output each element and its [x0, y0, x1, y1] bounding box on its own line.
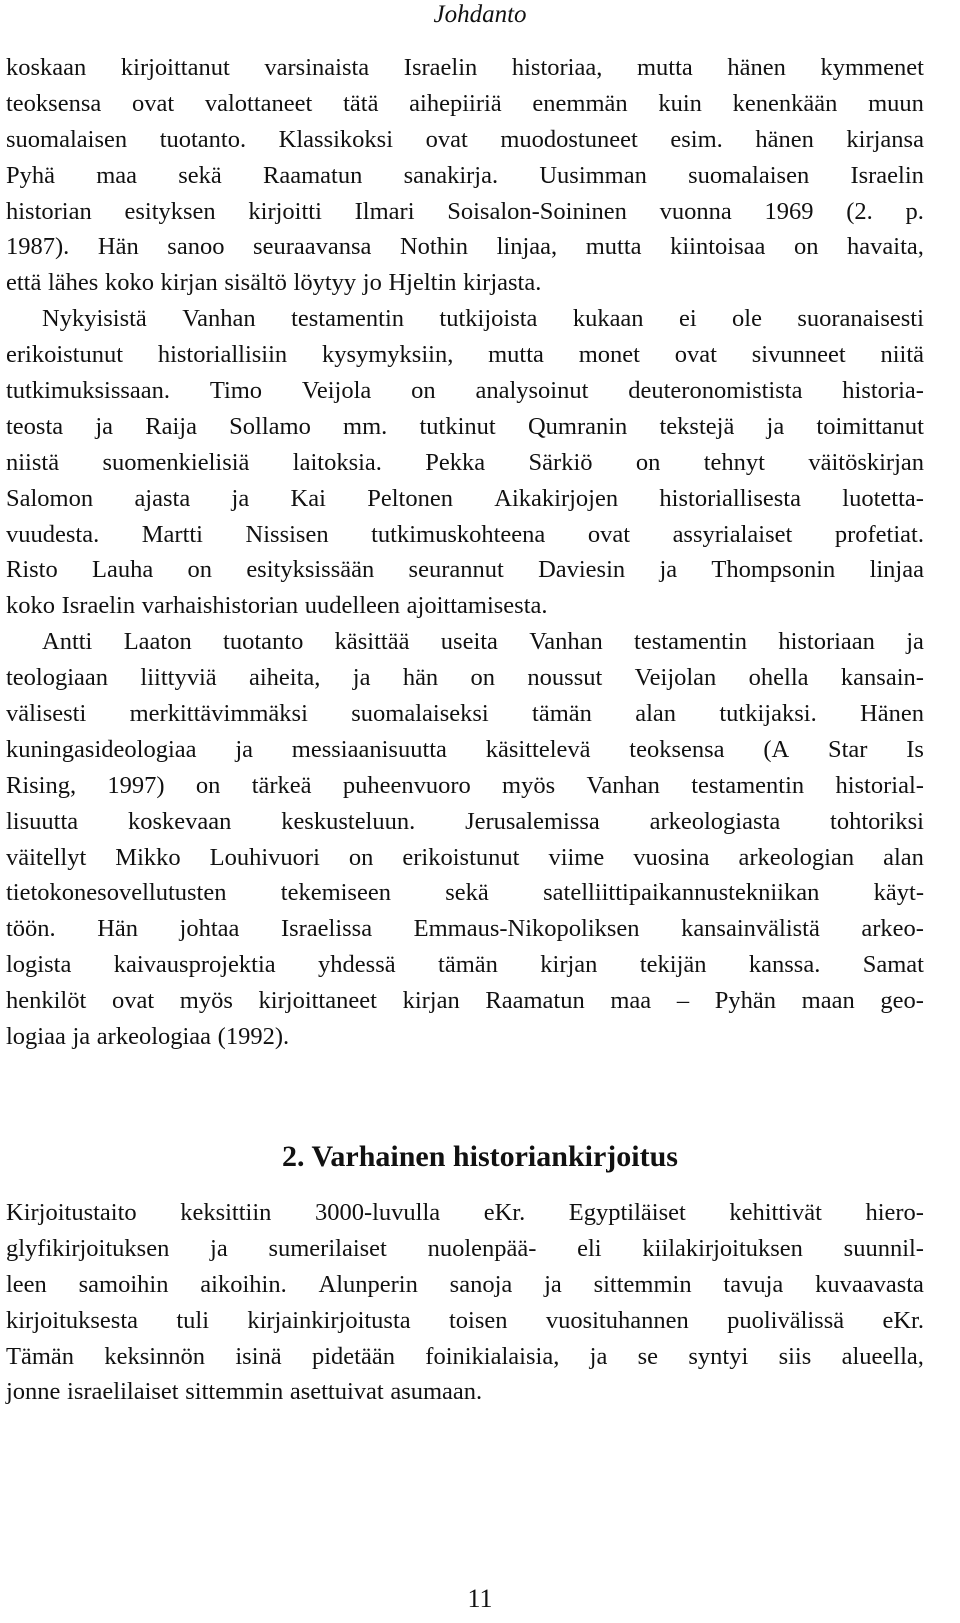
section-heading: 2. Varhainen historiankirjoitus	[282, 1139, 678, 1173]
text-line: koko Israelin varhaishistorian uudelleen ajoittamisesta.	[6, 592, 548, 620]
paragraph	[6, 50, 924, 301]
text-line: tutkimuksissaan. Timo Veijola on analysoinut deuteronomistista historia-	[6, 377, 924, 405]
text-line: että lähes koko kirjan sisältö löytyy jo Hjeltin kirjasta.	[6, 269, 542, 297]
text-line: Pyhä maa sekä Raamatun sanakirja. Uusimman suomalaisen Israelin	[6, 161, 924, 189]
page-body	[6, 50, 924, 1410]
text-line: teosta ja Raija Sollamo mm. tutkinut Qumranin tekstejä ja toimittanut	[6, 412, 924, 440]
text-line: logista kaivausprojektia yhdessä tämän kirjan tekijän kanssa. Samat	[6, 951, 924, 979]
text-line: teologiaan liittyviä aiheita, ja hän on noussut Veijolan ohella kansain-	[6, 664, 924, 692]
text-line: teoksensa ovat valottaneet tätä aihepiiriä enemmän kuin kenenkään muun	[6, 89, 924, 117]
text-line: töön. Hän johtaa Israelissa Emmaus-Nikopoliksen kansainvälistä arkeo-	[6, 915, 924, 943]
section-text	[6, 1195, 924, 1410]
text-line: glyfikirjoituksen ja sumerilaiset nuolenpää- eli kiilakirjoituksen suunnil-	[6, 1234, 924, 1262]
text-line: 1987). Hän sanoo seuraavansa Nothin linjaa, mutta kiintoisaa on havaita,	[6, 233, 924, 261]
text-line: Nykyisistä Vanhan testamentin tutkijoista kukaan ei ole suoranaisesti	[42, 305, 924, 333]
text-line: vuudesta. Martti Nissisen tutkimuskohteena ovat assyrialaiset profetiat.	[6, 520, 924, 548]
text-line: erikoistunut historiallisiin kysymyksiin, mutta monet ovat sivunneet niitä	[6, 341, 924, 369]
text-line: Risto Lauha on esityksissään seurannut Daviesin ja Thompsonin linjaa	[6, 556, 924, 584]
page-number: 11	[467, 1584, 493, 1613]
introduction-text	[6, 50, 924, 1055]
text-line: Salomon ajasta ja Kai Peltonen Aikakirjojen historiallisesta luotetta-	[6, 484, 924, 512]
paragraph	[6, 301, 924, 624]
text-line: Kirjoitustaito keksittiin 3000-luvulla eKr. Egyptiläiset kehittivät hiero-	[6, 1198, 924, 1226]
running-header: Johdanto	[433, 1, 527, 28]
text-line: suomalaisen tuotanto. Klassikoksi ovat muodostuneet esim. hänen kirjansa	[6, 125, 924, 153]
text-line: lisuutta koskevaan keskusteluun. Jerusalemissa arkeologiasta tohtoriksi	[6, 807, 924, 835]
text-line: niistä suomenkielisiä laitoksia. Pekka Särkiö on tehnyt väitöskirjan	[6, 448, 924, 476]
paragraph	[6, 624, 924, 1055]
text-line: Tämän keksinnön isinä pidetään foinikialaisia, ja se syntyi siis alueella,	[6, 1342, 924, 1370]
text-line: väitellyt Mikko Louhivuori on erikoistunut viime vuosina arkeologian alan	[6, 843, 924, 871]
text-line: jonne israelilaiset sittemmin asettuivat asumaan.	[6, 1378, 483, 1406]
text-line: Antti Laaton tuotanto käsittää useita Vanhan testamentin historiaan ja	[42, 628, 924, 656]
text-line: leen samoihin aikoihin. Alunperin sanoja ja sittemmin tavuja kuvaavasta	[6, 1270, 924, 1298]
text-line: kirjoituksesta tuli kirjainkirjoitusta toisen vuosituhannen puolivälissä eKr.	[6, 1306, 924, 1334]
text-line: kuningasideologiaa ja messiaanisuutta käsittelevä teoksensa (A Star Is	[6, 735, 924, 763]
text-line: välisesti merkittävimmäksi suomalaiseksi tämän alan tutkijaksi. Hänen	[6, 700, 924, 728]
paragraph	[6, 1195, 924, 1410]
text-line: henkilöt ovat myös kirjoittaneet kirjan Raamatun maa – Pyhän maan geo-	[6, 987, 924, 1015]
text-line: tietokonesovellutusten tekemiseen sekä satelliittipaikannustekniikan käyt-	[6, 879, 924, 907]
text-line: logiaa ja arkeologiaa (1992).	[6, 1023, 290, 1051]
text-line: Rising, 1997) on tärkeä puheenvuoro myös Vanhan testamentin historial-	[6, 771, 924, 799]
text-line: historian esityksen kirjoitti Ilmari Soisalon-Soininen vuonna 1969 (2. p.	[6, 197, 924, 225]
text-line: koskaan kirjoittanut varsinaista Israelin historiaa, mutta hänen kymmenet	[6, 54, 924, 81]
